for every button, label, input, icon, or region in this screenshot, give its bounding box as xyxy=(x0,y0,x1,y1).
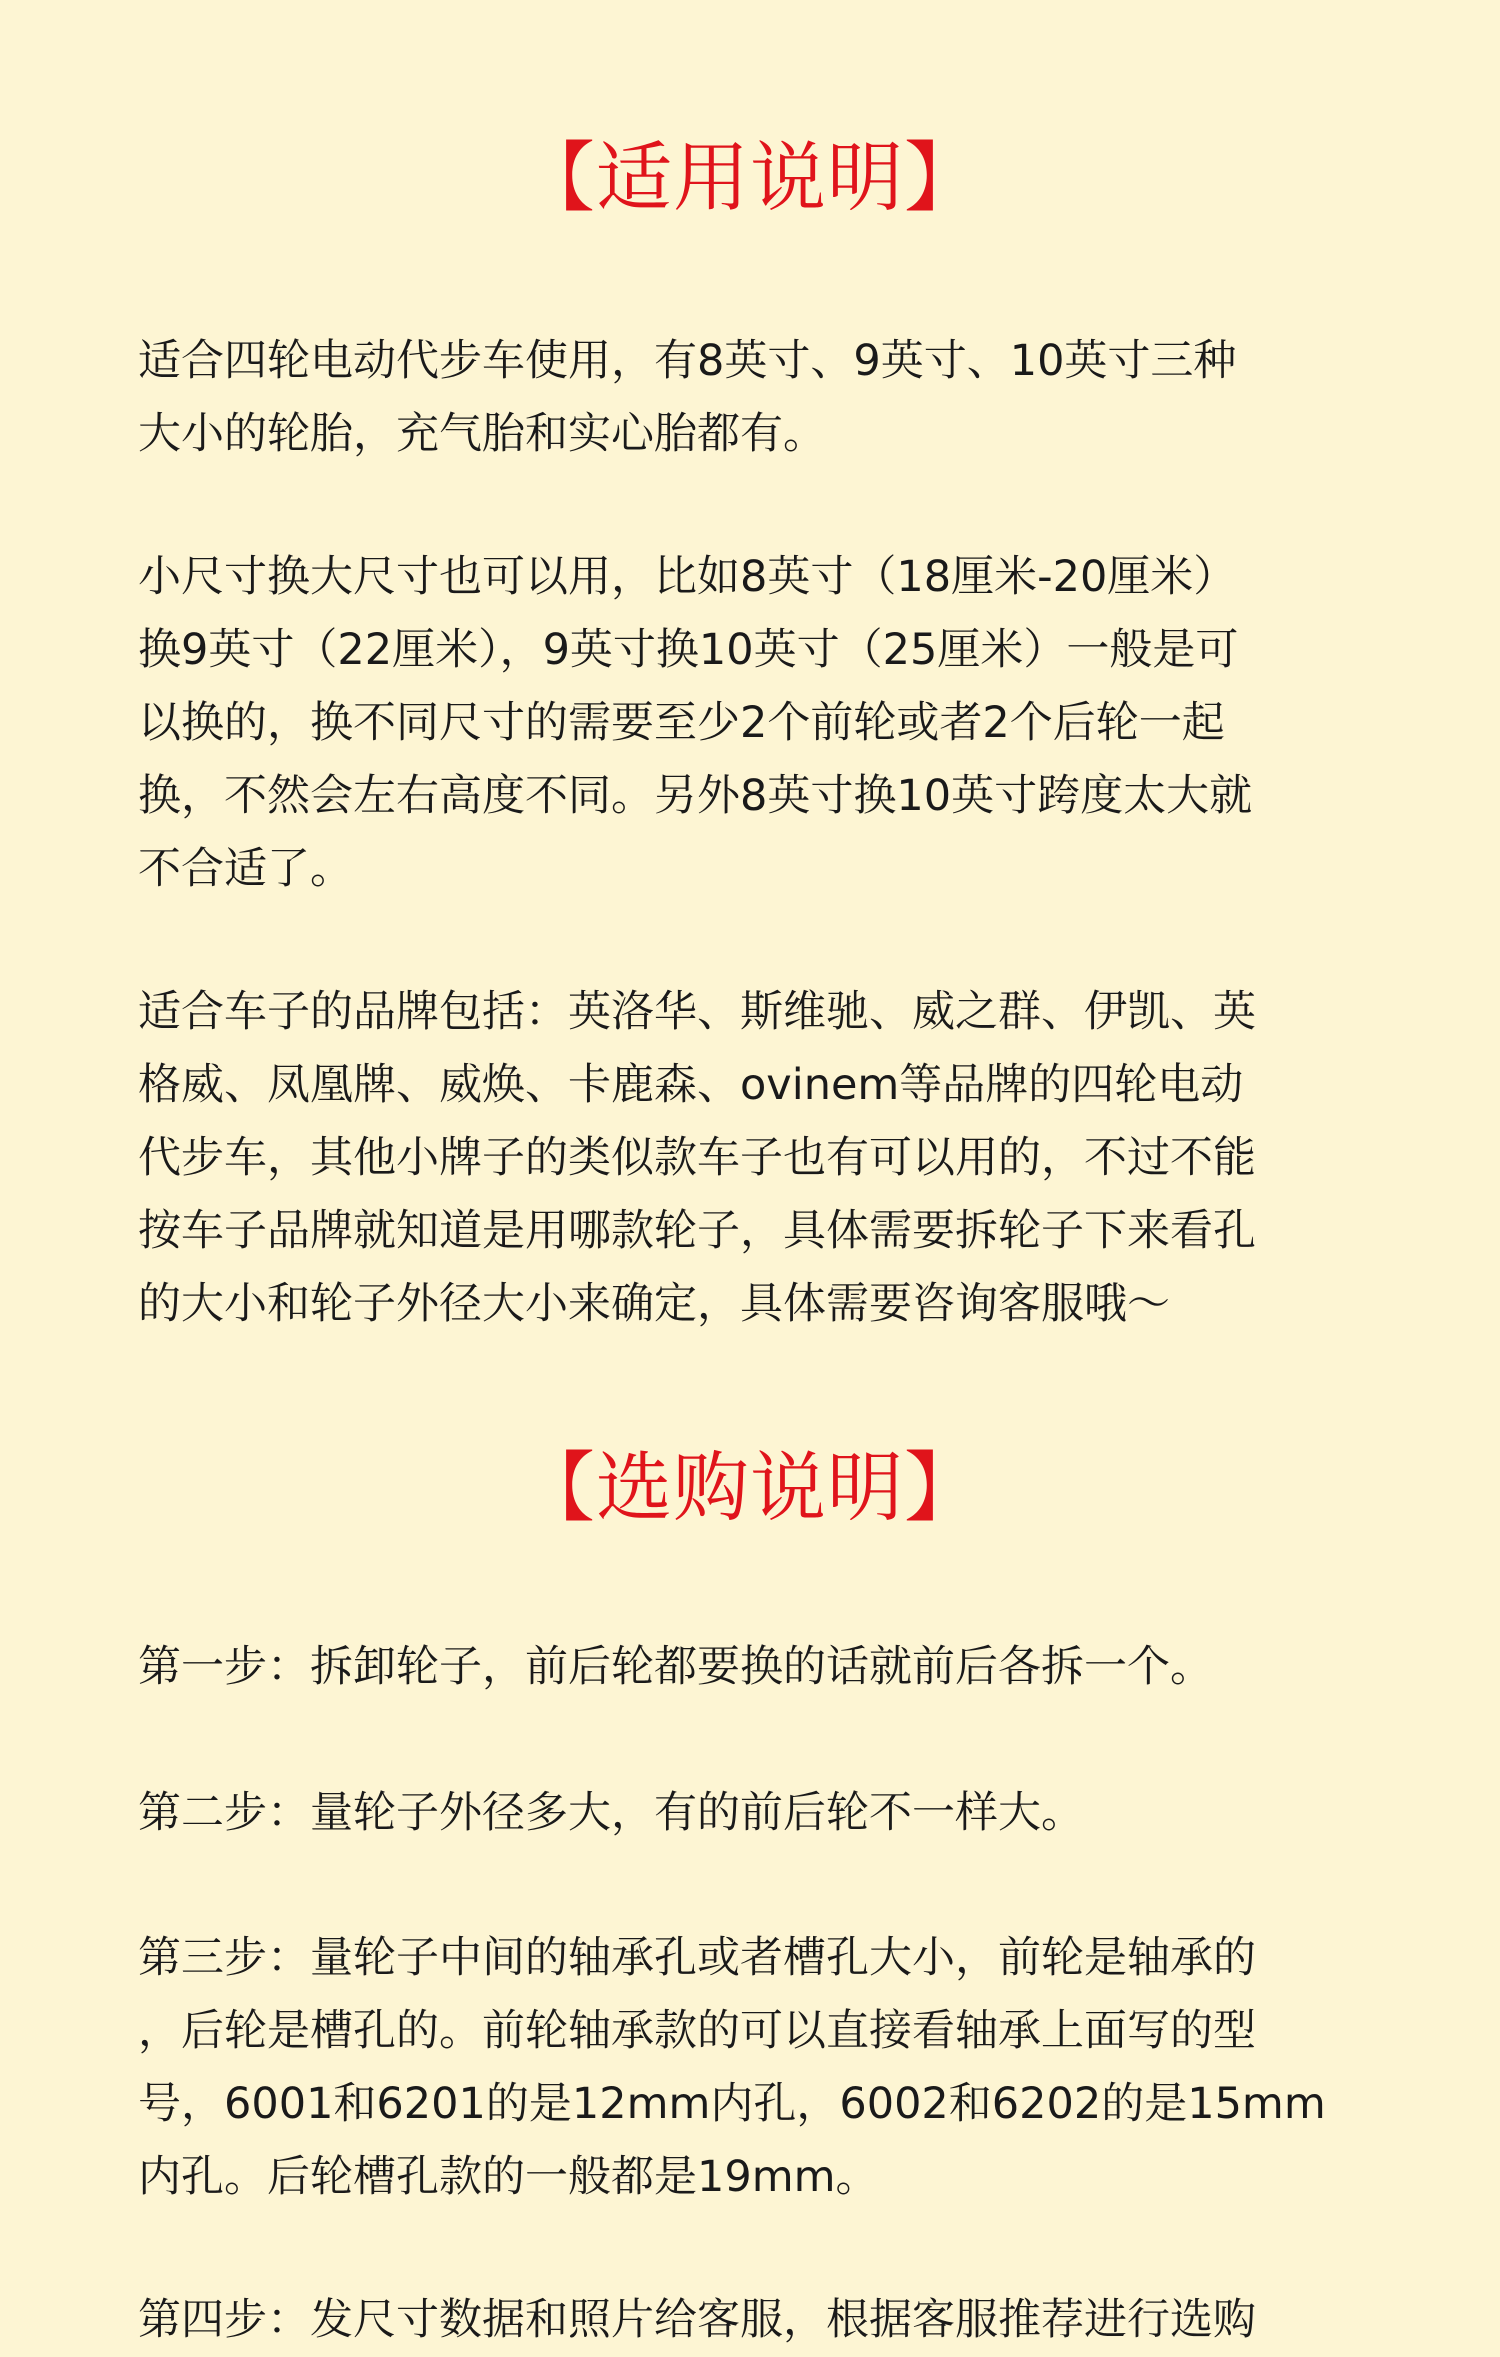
text-line: 代步车，其他小牌子的类似款车子也有可以用的，不过不能 xyxy=(138,1133,1256,1183)
text-line: 换9英寸（22厘米），9英寸换10英寸（25厘米）一般是可 xyxy=(138,625,1239,675)
paragraph-step-2 xyxy=(138,1777,1400,1850)
text-line: 以换的，换不同尺寸的需要至少2个前轮或者2个后轮一起 xyxy=(138,698,1225,748)
text-line: 大小的轮胎，充气胎和实心胎都有。 xyxy=(138,409,826,459)
text-line: 第三步：量轮子中间的轴承孔或者槽孔大小，前轮是轴承的 xyxy=(138,1933,1256,1983)
text-line: 号，6001和6201的是12mm内孔，6002和6202的是15mm xyxy=(138,2079,1326,2129)
text-line: 格威、凤凰牌、威焕、卡鹿森、ovinem等品牌的四轮电动 xyxy=(138,1060,1244,1110)
paragraph-usage xyxy=(138,325,1400,471)
text-line: 按车子品牌就知道是用哪款轮子，具体需要拆轮子下来看孔 xyxy=(138,1206,1256,1256)
text-line: 第一步：拆卸轮子，前后轮都要换的话就前后各拆一个。 xyxy=(138,1642,1213,1692)
text-line: 第二步：量轮子外径多大，有的前后轮不一样大。 xyxy=(138,1788,1084,1838)
section-heading-applicability: 【适用说明】 xyxy=(519,133,981,222)
paragraph-size-swap xyxy=(138,541,1400,906)
text-line: 不合适了。 xyxy=(138,844,353,894)
text-line: 的大小和轮子外径大小来确定，具体需要咨询客服哦～ xyxy=(138,1279,1170,1329)
text-line: ，后轮是槽孔的。前轮轴承款的可以直接看轴承上面写的型 xyxy=(138,2006,1256,2056)
paragraph-step-3 xyxy=(138,1922,1400,2214)
paragraph-step-1 xyxy=(138,1631,1400,1704)
text-line: 第四步：发尺寸数据和照片给客服，根据客服推荐进行选购 xyxy=(138,2295,1256,2345)
text-line: 内孔。后轮槽孔款的一般都是19mm。 xyxy=(138,2152,879,2202)
text-line: 适合四轮电动代步车使用，有8英寸、9英寸、10英寸三种 xyxy=(138,336,1237,386)
text-line: 换，不然会左右高度不同。另外8英寸换10英寸跨度太大就 xyxy=(138,771,1253,821)
paragraph-step-4 xyxy=(138,2284,1400,2357)
text-line: 小尺寸换大尺寸也可以用，比如8英寸（18厘米-20厘米） xyxy=(138,552,1237,602)
section-heading-purchase-guide: 【选购说明】 xyxy=(519,1443,981,1532)
text-line: 适合车子的品牌包括：英洛华、斯维驰、威之群、伊凯、英 xyxy=(138,987,1256,1037)
paragraph-brands xyxy=(138,976,1400,1341)
